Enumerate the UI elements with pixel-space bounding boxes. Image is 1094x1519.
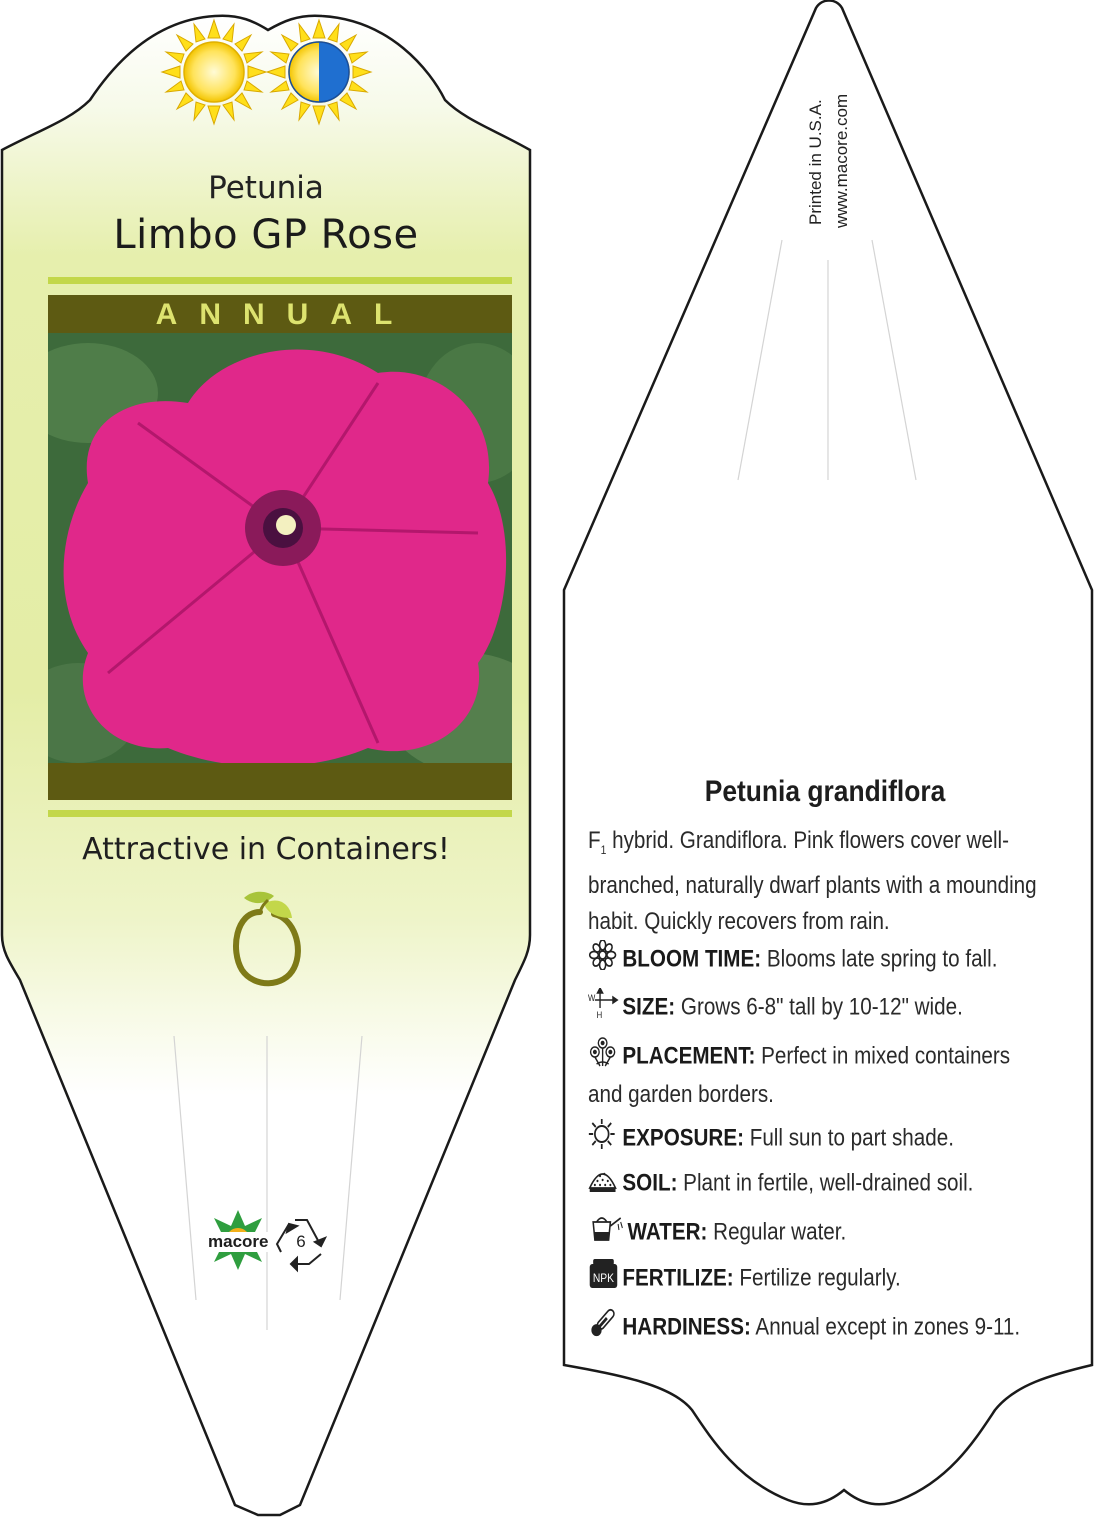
watering-can-icon [588,1212,628,1254]
care-value: Full sun to part shade. [749,1124,954,1152]
care-hardiness [588,1306,1020,1350]
size-arrows-icon [588,988,622,1028]
care-water [588,1212,846,1254]
care-value: Annual except in zones 9-11. [755,1313,1021,1341]
npk-bag-icon [588,1258,622,1300]
part-sun-icon [267,20,371,124]
petunia-photo [48,333,512,763]
care-label: WATER: [627,1218,708,1246]
botanical-name: Petunia grandiflora [704,775,946,808]
plant-variety: Limbo GP Rose [113,212,419,258]
care-label: SIZE: [622,993,676,1021]
care-value: Regular water. [713,1218,847,1246]
care-label: PLACEMENT: [622,1042,756,1070]
care-label: HARDINESS: [622,1313,751,1341]
npk-text: NPK [592,1272,615,1286]
care-value: Plant in fertile, well-drained soil. [683,1169,974,1197]
tagline: Attractive in Containers! [82,832,450,867]
care-value: Perfect in mixed containers and garden borders. [588,1042,1011,1108]
care-bloom-time [588,940,997,980]
description-text: hybrid. Grandiflora. Pink flowers cover well-branched, naturally dwarf plants with a mounding habit. Quickly recovers from rain. [588,827,1037,935]
recycle-code: 6 [296,1232,306,1251]
care-value: Fertilize regularly. [739,1264,901,1292]
f1-subscript: 1 [600,842,607,857]
website: www.macore.com [832,93,851,228]
sun-outline-icon [588,1118,622,1160]
printed-in-usa: Printed in U.S.A. [806,99,825,225]
soil-pile-icon [588,1164,622,1204]
care-label: BLOOM TIME: [622,945,762,973]
flower-icon [588,940,622,980]
flowers-cluster-icon [588,1036,622,1078]
care-size [588,988,963,1028]
description [588,823,1052,940]
bottom-band [48,763,512,800]
care-value: Grows 6-8" tall by 10-12" wide. [680,993,963,1021]
care-exposure [588,1118,954,1160]
thermometer-icon [588,1306,622,1350]
full-sun-icon [162,20,266,124]
care-placement [588,1036,1044,1112]
size-w-letter: W [588,992,596,1004]
care-label: FERTILIZE: [622,1264,734,1292]
plant-genus: Petunia [208,170,324,206]
annual-band: ANNUAL [48,295,512,333]
care-soil [588,1164,973,1204]
care-label: SOIL: [622,1169,678,1197]
care-value: Blooms late spring to fall. [766,945,998,973]
brand-logo-text: macore [208,1232,269,1251]
care-fertilize [588,1258,901,1300]
size-h-letter: H [596,1009,603,1018]
f1-label: F [588,827,601,854]
care-label: EXPOSURE: [622,1124,744,1152]
